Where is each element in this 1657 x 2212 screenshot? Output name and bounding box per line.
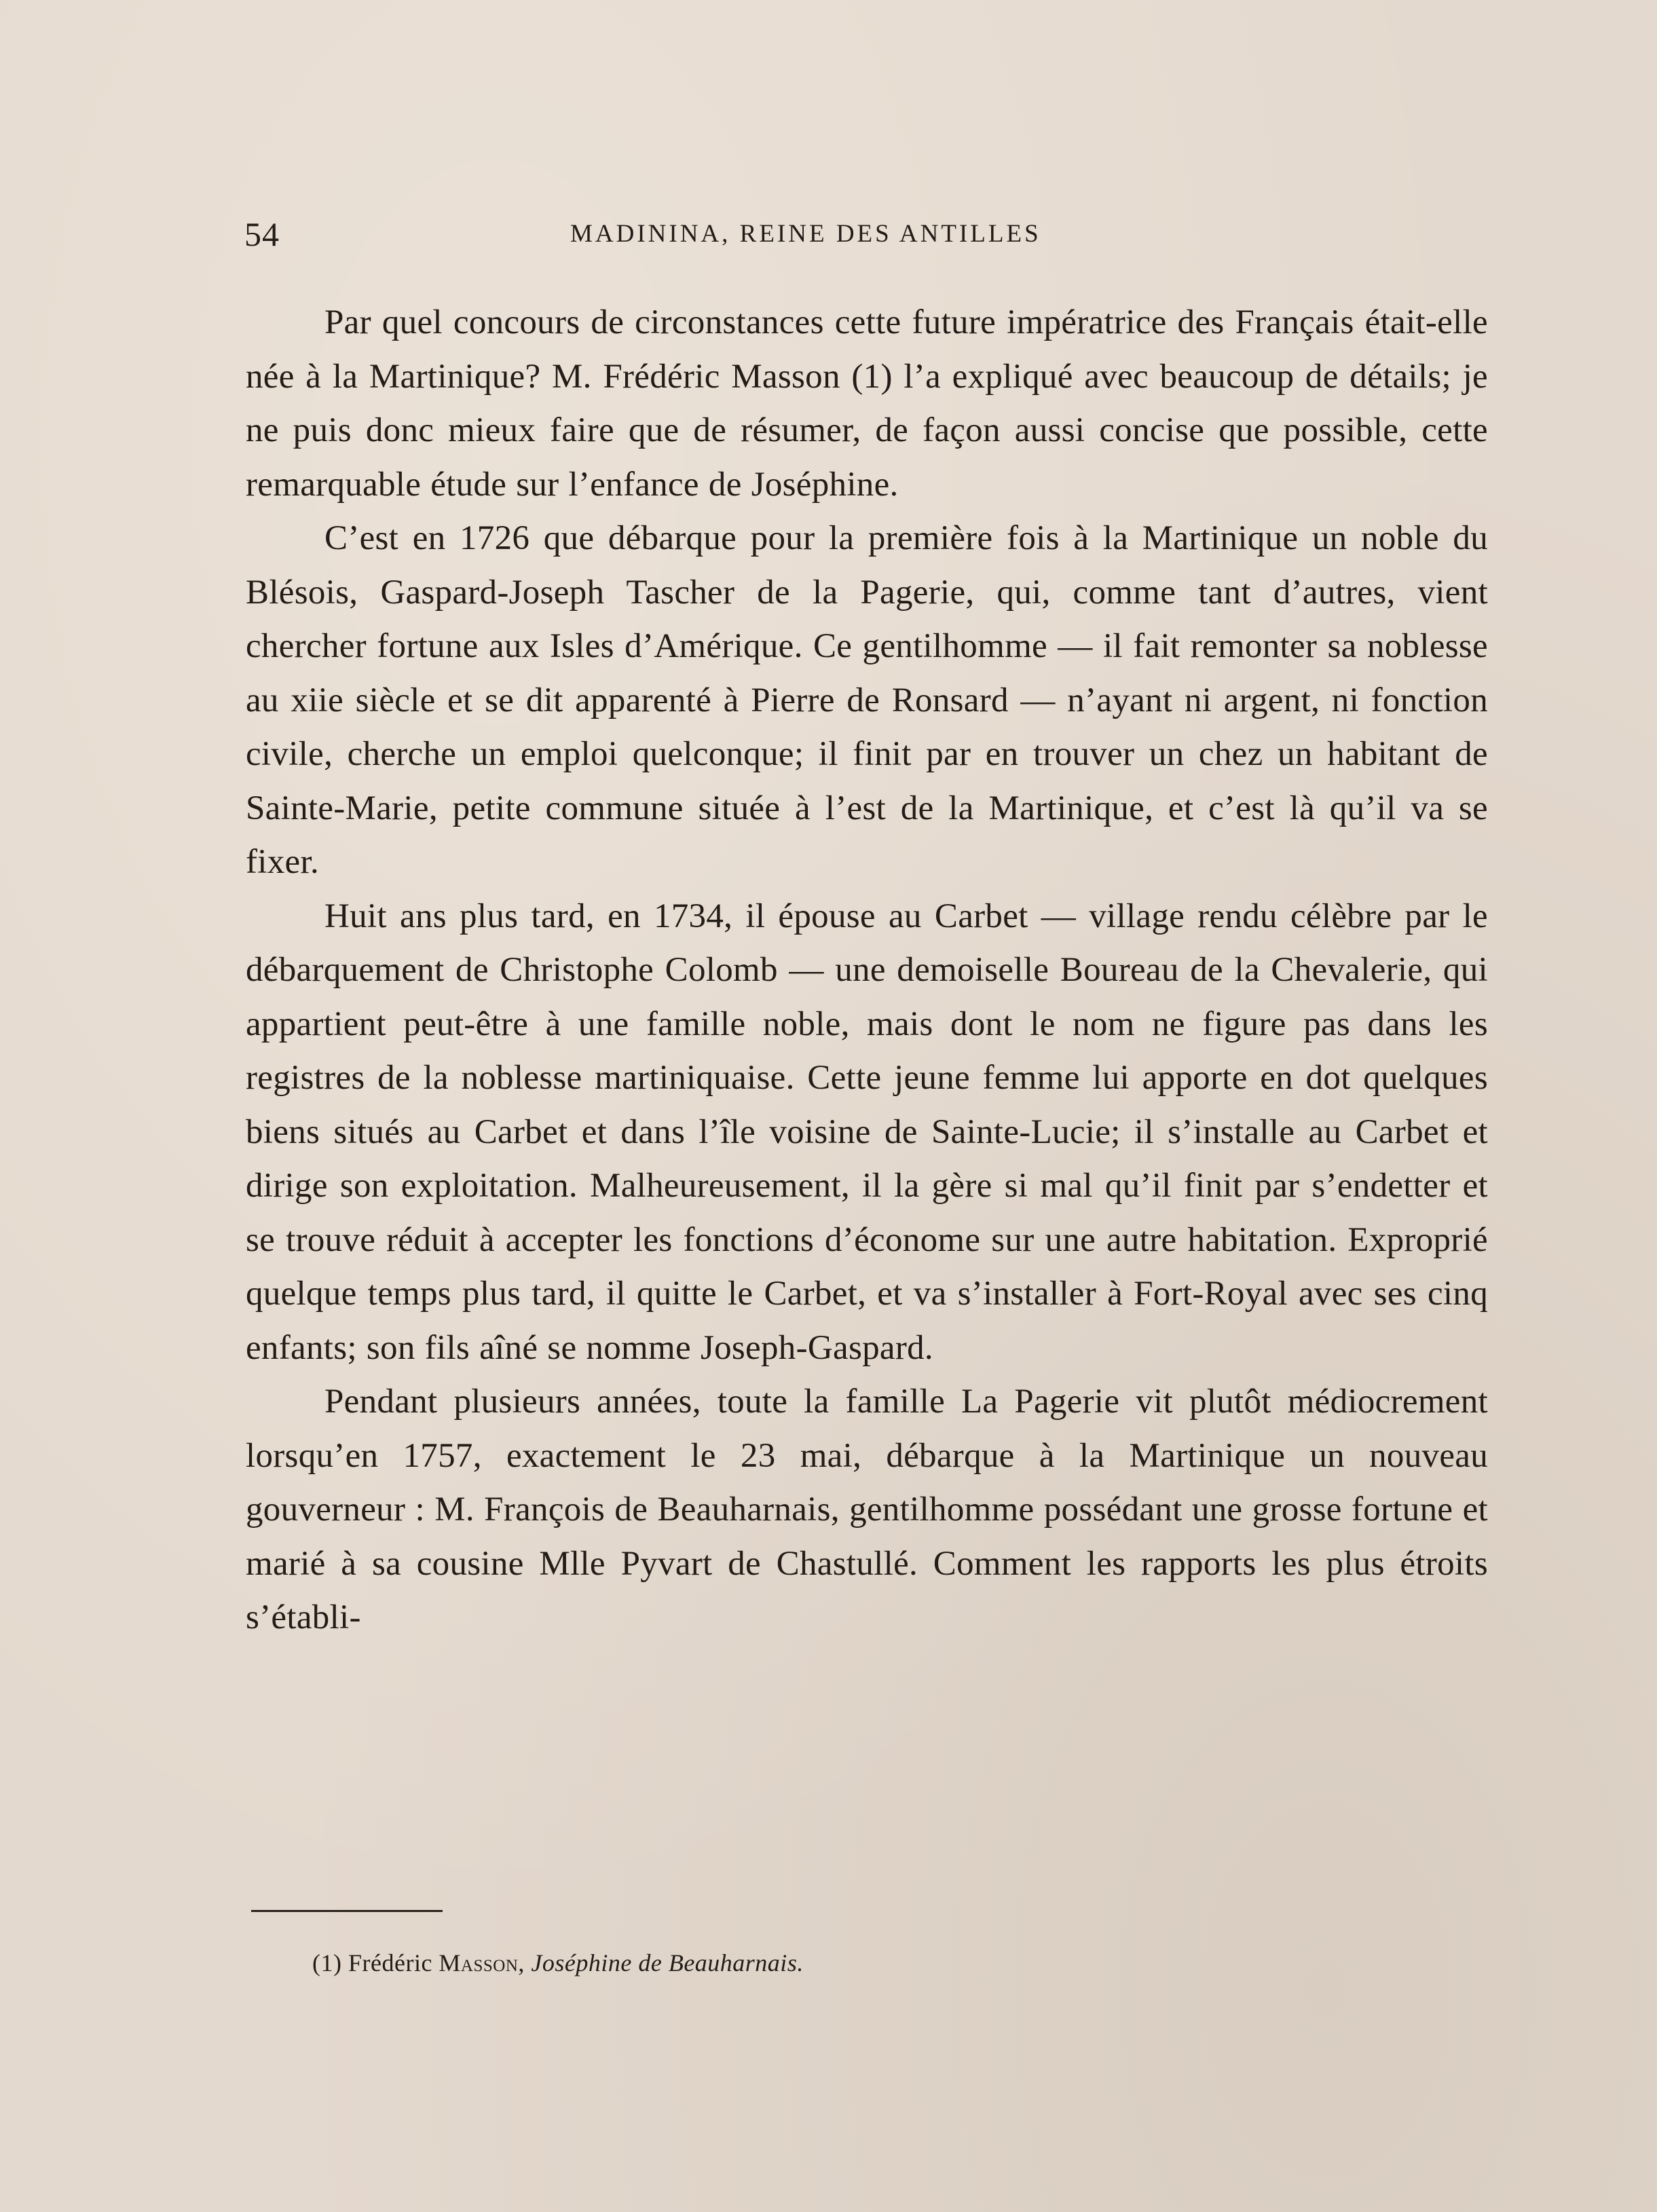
footnote-marker: (1) <box>312 1949 342 1976</box>
paragraph: Pendant plusieurs années, toute la famille La Pagerie vit plutôt médiocrement lorsqu’en 1757, exactement le 23 mai, débarque à la Martinique un nouveau gouverneur : M. François de Beauharnais, gentilhomme possédant une grosse fortune et marié à sa cousine Mlle Pyvart de Chastullé. Comment les rapports les plus étroits s’établi- <box>246 1383 1488 1636</box>
body-text <box>246 296 1488 1645</box>
running-title: MADININA, REINE DES ANTILLES <box>570 220 1041 248</box>
footnote-author-last: Masson, <box>439 1949 525 1976</box>
page-header <box>244 210 1487 258</box>
paragraph: Huit ans plus tard, en 1734, il épouse au Carbet — village rendu célèbre par le débarquement de Christophe Colomb — une demoiselle Boureau de la Chevalerie, qui appartient peut-être à une famille noble, mais dont le nom ne figure pas dans les registres de la noblesse martiniquaise. Cette jeune femme lui apporte en dot quelques biens situés au Carbet et dans l’île voisine de Sainte-Lucie; il s’installe au Carbet et dirige son exploitation. Malheureusement, il la gère si mal qu’il finit par s’endetter et se trouve réduit à accepter les fonctions d’économe sur une autre habitation. Exproprié quelque temps plus tard, il quitte le Carbet, et va s’installer à Fort-Royal avec ses cinq enfants; son fils aîné se nomme Joseph-Gaspard. <box>246 897 1488 1367</box>
paragraph: Par quel concours de circonstances cette future impératrice des Français était-elle née à la Martinique? M. Frédéric Masson (1) l’a expliqué avec beaucoup de détails; je ne puis donc mieux faire que de résumer, de façon aussi concise que possible, cette remarquable étude sur l’enfance de Joséphine. <box>246 303 1488 504</box>
footnote-work-title: Joséphine de Beauharnais. <box>531 1949 804 1976</box>
footnote-rule <box>251 1910 443 1912</box>
paragraph: C’est en 1726 que débarque pour la première fois à la Martinique un noble du Blésois, Gaspard-Joseph Tascher de la Pagerie, qui, comme tant d’autres, vient chercher fortune aux Isles d’Amérique. Ce gentilhomme — il fait remonter sa noblesse au xiie siècle et se dit apparenté à Pierre de Ronsard — n’ayant ni argent, ni fonction civile, cherche un emploi quelconque; il finit par en trouver un chez un habitant de Sainte-Marie, petite commune située à l’est de la Martinique, et c’est là qu’il va se fixer. <box>246 519 1488 881</box>
footnote-author-first: Frédéric <box>348 1949 432 1976</box>
page-number: 54 <box>244 215 280 253</box>
footnote <box>312 1943 1466 1983</box>
